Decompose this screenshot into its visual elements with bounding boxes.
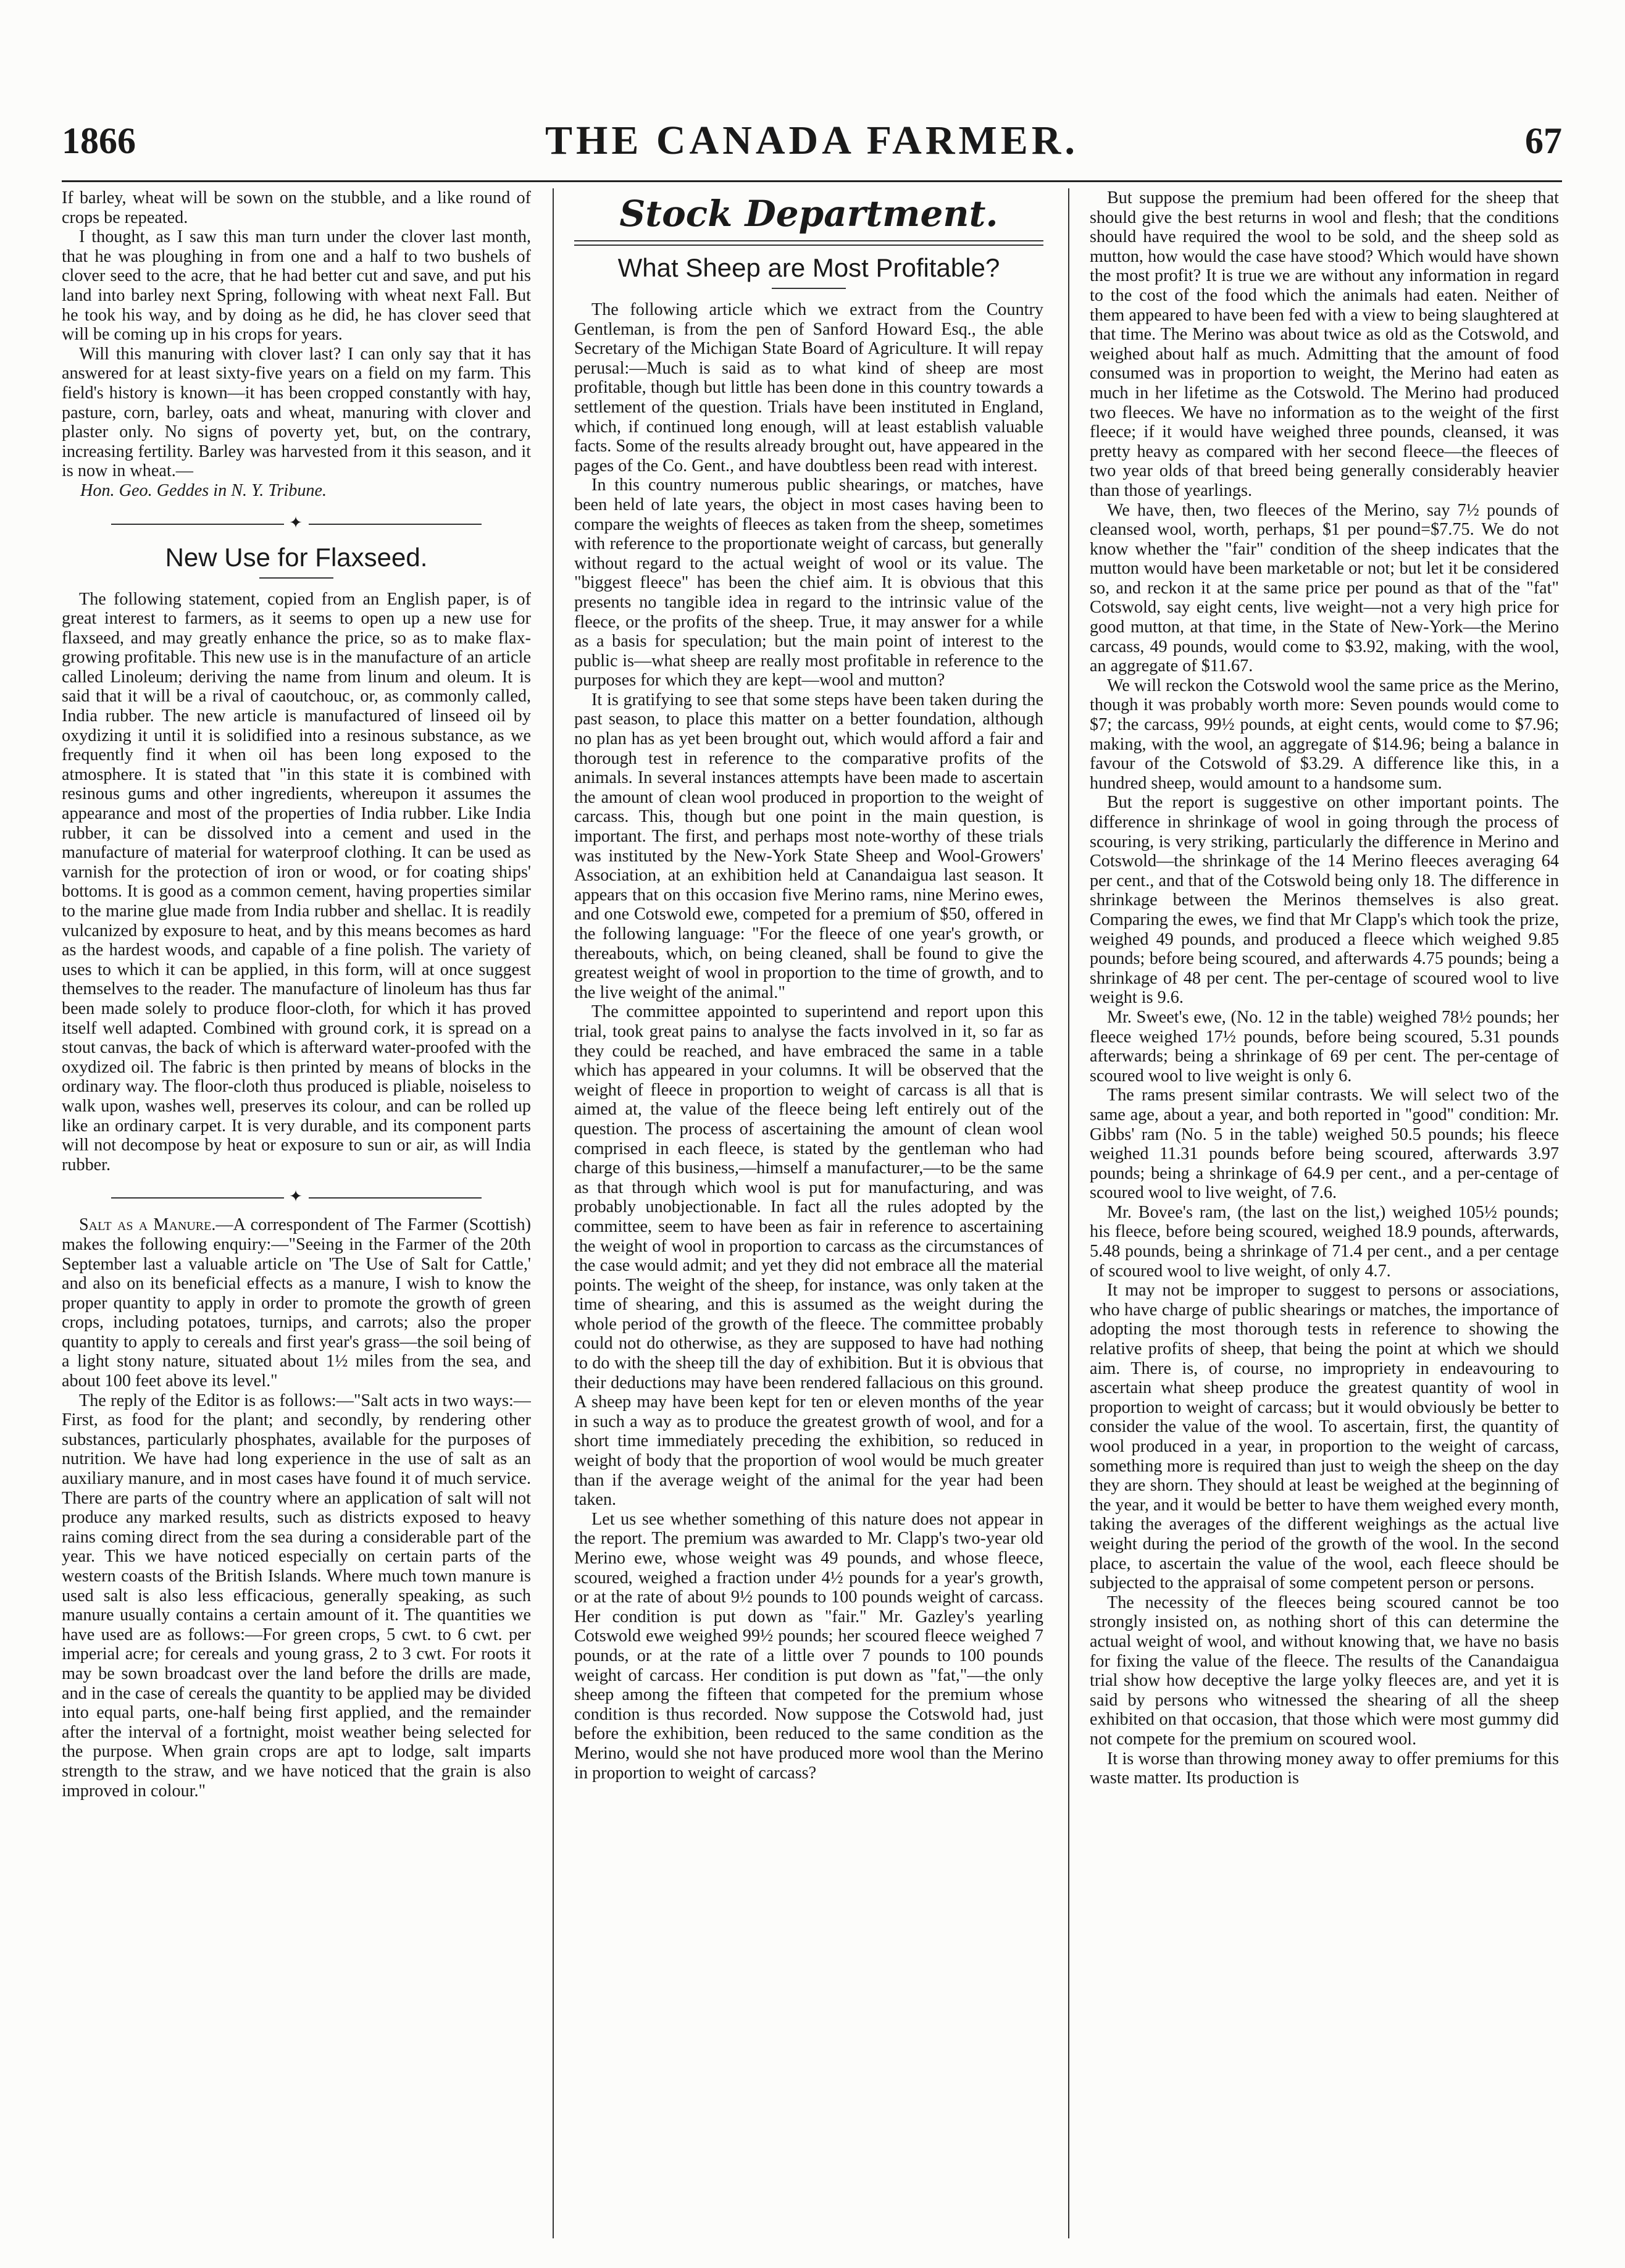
- article-paragraph: The following article which we extract from the Country Gentleman, is from the pen of Sanford Howard Esq., the able Secretary of the Michigan State Board of Agriculture. It will repay perusal:—Much is said as to what kind of sheep are most profitable, though but little has been done in this country towards a settlement of the question. Trials have been instituted in England, which, if continued long enough, will at least establish valuable facts. Some of the results already brought out, have appeared in the pages of the Co. Gent., and have doubtless been read with interest.: [574, 300, 1043, 475]
- heading-rule: [772, 288, 846, 289]
- article-paragraph: [62, 1215, 531, 1391]
- article-paragraph: But the report is suggestive on other important points. The difference in shrinkage of wool in going through the process of scouring, is very striking, particularly the difference in Merino and Cotswold—the shrinkage of the 14 Merino fleeces averaging 64 per cent., and that of the Cotswold being only 18. The difference in shrinkage between the Merinos themselves is also great. Comparing the ewes, we find that Mr Clapp's which took the prize, weighed 49 pounds, and produced a fleece which weighed 9.85 pounds; before being scoured, and afterwards 4.75 pounds; being a shrinkage of 48 per cent. The per-centage of scoured wool to live weight is 9.6.: [1090, 793, 1559, 1008]
- ornament-line: [309, 524, 482, 525]
- paragraph-text: —A correspondent of The Farmer (Scottish) makes the following enquiry:—"Seeing in the Farmer of the 20th September last a valuable article on 'The Use of Salt for Cattle,' and also on its beneficial effects as a manure, I wish to know the proper quantity to apply in order to promote the growth of green crops, including potatoes, turnips, and carrots; also the proper quantity to apply to cereals and first year's grass—the soil being of a light stony nature, situated about 1½ miles from the sea, and about 100 feet above its level.": [62, 1215, 531, 1391]
- section-heading: Stock Department.: [619, 193, 998, 235]
- section-rule: [574, 240, 1043, 246]
- article-paragraph: We will reckon the Cotswold wool the same price as the Merino, though it was probably worth more: Seven pounds would come to $7; the carcass, 99½ pounds, at eight cents, would come to $7.96; making, with the wool, an aggregate of $14.96; being a balance in favour of the Cotswold of $3.29. A difference like this, in a hundred sheep, would amount to a handsome sum.: [1090, 676, 1559, 793]
- article-paragraph: It is gratifying to see that some steps have been taken during the past season, to place this matter on a better foundation, although no plan has as yet been brought out, which would afford a fair and thorough test in reference to the comparative profits of the animals. In several instances attempts have been made to ascertain the amount of clean wool produced in proportion to the weight of carcass. This, though but one point in the main question, is important. The first, and perhaps most note-worthy of these trials was instituted by the New-York State Sheep and Wool-Growers' Association, at an exhibition held at Canandaigua last season. It appears that on this occasion five Merino rams, nine Merino ewes, and one Cotswold ewe, competed for a premium of $50, offered in the following language: "For the fleece of one year's growth, or thereabouts, which, on being cleaned, shall be found to give the greatest weight of wool in proportion to the time of growth, and to the live weight of the animal.": [574, 690, 1043, 1002]
- article-paragraph: The following statement, copied from an English paper, is of great interest to farmers, as it seems to open up a new use for flaxseed, and may greatly enhance the price, so as to make flax-growing profitable. This new use is in the manufacture of an article called Linoleum; deriving the name from linum and oleum. It is said that it will be a rival of caoutchouc, or, as commonly called, India rubber. The new article is manufactured of linseed oil by oxydizing it until it is solidified into a resinous substance, as we frequently find it when oil has been long exposed to the atmosphere. It is stated that "in this state it is combined with resinous gums and other ingredients, whereupon it assumes the appearance and most of the properties of India rubber. Like India rubber, it can be dissolved into a cement and used in the manufacture of material for waterproof clothing. It can be used as varnish for the protection of iron or wood, or for coating ships' bottoms. It is good as a common cement, having properties similar to the marine glue made from India rubber and shellac. It is readily vulcanized by exposure to heat, and by this means becomes as hard as the hardest woods, and capable of a fine polish. The variety of uses to which it can be applied, in this form, will at once suggest themselves to the reader. The manufacture of linoleum has thus far been made solely to produce floor-cloth, for which it has proved itself well adapted. Combined with ground cork, it is spread on a stout canvas, the back of which is afterward water-proofed with the oxydized oil. The fabric is then printed by means of blocks in the ordinary way. The floor-cloth thus produced is pliable, noiseless to walk upon, washes well, preserves its colour, and can be rolled up like an ordinary carpet. It is very durable, and its component parts will not decompose by heat or exposure to sun or air, as will India rubber.: [62, 589, 531, 1174]
- article-paragraph: It may not be improper to suggest to persons or associations, who have charge of public shearings or matches, the importance of adopting the most thorough tests in reference to showing the relative profits of sheep, that being the point at which we should aim. There is, of course, no impropriety in endeavouring to ascertain what sheep produce the greatest quantity of wool in proportion to weight of carcass; but it would obviously be better to consider the value of the wool. To ascertain, first, the quantity of wool produced in a year, in proportion to the weight of carcass, something more is required than just to weigh the sheep on the day they are shorn. They should at least be weighed at the beginning of the year, and it would be better to have them weighed every month, taking the averages of the different weighings as the actual live weight during the period of the growth of the wool. In the second place, to ascertain the value of the wool, each fleece should be subjected to the appraisal of some competent person or persons.: [1090, 1281, 1559, 1593]
- article-paragraph: The rams present similar contrasts. We will select two of the same age, about a year, and both reported in "good" condition: Mr. Gibbs' ram (No. 5 in the table) weighed 50.5 pounds; his fleece weighed 11.31 pounds before being scoured, afterwards 3.97 pounds; being a shrinkage of 64.9 per cent., and a per-centage of scoured wool to live weight, of 7.6.: [1090, 1086, 1559, 1203]
- ornament-line: [309, 1197, 482, 1199]
- column-divider: [1068, 188, 1069, 2238]
- run-in-heading: Salt as a Manure.: [79, 1215, 216, 1235]
- ornament-glyph: ✦: [289, 1187, 304, 1206]
- article-paragraph: I thought, as I saw this man turn under the clover last month, that he was ploughing in from one and a half to two bushels of clover seed to the acre, that he had better cut and save, and put his land into barley next Spring, following with wheat next Fall. But he took his way, and by doing as he did, he has clover seed that will be coming up in his crops for years.: [62, 227, 531, 345]
- article-paragraph: Mr. Bovee's ram, (the last on the list,) weighed 105½ pounds; his fleece, before being scoured, weighed 18.9 pounds, afterwards, 5.48 pounds, being a shrinkage of 71.4 per cent., and a per centage of scoured wool to live weight, of only 4.7.: [1090, 1202, 1559, 1281]
- ornamental-rule: [62, 511, 531, 535]
- ornamental-rule: [62, 1184, 531, 1209]
- article-paragraph: Let us see whether something of this nature does not appear in the report. The premium was awarded to Mr. Clapp's two-year old Merino ewe, whose weight was 49 pounds, and whose fleece, scoured, weighed a fraction under 4½ pounds for a year's growth, or at the rate of about 9½ pounds to 100 pounds weight of carcass. Her condition is put down as "fair." Mr. Gazley's yearling Cotswold ewe weighed 99½ pounds; her scoured fleece weighed 7 pounds, or at the rate of a little over 7 pounds to 100 pounds weight of carcass. Her condition is put down as "fat,"—the only sheep among the fifteen that competed for the premium whose condition is thus recorded. Now suppose the Cotswold had, just before the exhibition, been reduced to the same condition as the Merino, would she not have produced more wool than the Merino in proportion to weight of carcass?: [574, 1509, 1043, 1783]
- article-paragraph: The reply of the Editor is as follows:—"Salt acts in two ways:—First, as food for the plant; and secondly, by rendering other substances, particularly phosphates, available for the purposes of nutrition. We have had long experience in the use of salt as an auxiliary manure, and in most cases have found it of much service. There are parts of the country where an application of salt will not produce any marked results, such as districts exposed to heavy rains coming direct from the sea during a considerable part of the year. This we have noticed especially on certain parts of the western coasts of the British Islands. Where much town manure is used salt is also less efficacious, generally speaking, as such manure usually contains a certain amount of it. The quantities we have used are as follows:—For green crops, 5 cwt. to 6 cwt. per imperial acre; for cereals and young grass, 2 to 3 cwt. For roots it may be sown broadcast over the land before the drills are made, and in the case of cereals the quantity to be applied may be divided into equal parts, one-half being first applied, and the remainder after the interval of a fortnight, moist weather being selected for the purpose. When grain crops are apt to lodge, salt imparts strength to the straw, and we have noticed that the grain is also improved in colour.": [62, 1391, 531, 1801]
- article-paragraph: In this country numerous public shearings, or matches, have been held of late years, the object in most cases having been to compare the weights of fleeces as taken from the sheep, sometimes with reference to the proportionate weight of carcass, but generally without regard to the actual weight of wool or its value. The "biggest fleece" has been the chief aim. It is obvious that this presents no tangible idea in regard to the intrinsic value of the fleece, or the profits of the sheep. True, it may answer for a while as a basis for speculation; but the main point of interest to the public is—what sheep are really most profitable in reference to the purposes for which they are kept—wool and mutton?: [574, 475, 1043, 690]
- masthead-rule: [62, 180, 1562, 182]
- article-attribution: Hon. Geo. Geddes in N. Y. Tribune.: [80, 480, 327, 500]
- page-number: 67: [1525, 120, 1562, 161]
- masthead: [62, 111, 1562, 173]
- heading-rule: [259, 577, 333, 579]
- article-paragraph: We have, then, two fleeces of the Merino, say 7½ pounds of cleansed wool, worth, perhaps, $1 per pound=$7.75. We do not know whether the "fair" condition of the sheep indicates that the mutton would have been marketable or not; but let it be considered so, and reckon it at the same price per pound as that of the "fat" Cotswold, say eight cents, live weight—not a very high price for good mutton, at that time, in the State of New-York—the Merino carcass, 49 pounds, would come to $3.92, making, with the wool, an aggregate of $11.67.: [1090, 500, 1559, 676]
- issue-year: 1866: [62, 120, 136, 161]
- article-heading: What Sheep are Most Profitable?: [617, 253, 1000, 282]
- ornament-line: [111, 1197, 284, 1199]
- article-paragraph: It is worse than throwing money away to offer premiums for this waste matter. Its production is: [1090, 1749, 1559, 1788]
- article-paragraph: The necessity of the fleeces being scoured cannot be too strongly insisted on, as nothing short of this can determine the actual weight of wool, and without knowing that, we have no basis for fixing the value of the fleece. The results of the Canandaigua trial show how deceptive the large yolky fleeces are, and yet it is said by persons who witnessed the shearing of all the sheep exhibited on that occasion, that those which were most gummy did not compete for the premium on scoured wool.: [1090, 1592, 1559, 1749]
- column-middle: [574, 188, 1043, 2245]
- article-paragraph: If barley, wheat will be sown on the stubble, and a like round of crops be repeated.: [62, 188, 531, 227]
- article-paragraph: But suppose the premium had been offered for the sheep that should give the best returns in wool and flesh; that the conditions should have required the wool to be sold, and the sheep sold as mutton, how would the case have stood? Which would have shown the most profit? It is true we are without any information in regard to the cost of the food which the animals had eaten. Neither of them appeared to have been fed with a view to being slaughtered at that time. The Merino was about twice as old as the Cotswold, and weighed about half as much. Admitting that the amount of food consumed was in proportion to weight, the Merino had eaten as much in her lifetime as the Cotswold. The Merino had produced two fleeces. We have no information as to the weight of the first fleece; if it would have weighed three pounds, cleansed, it was pretty heavy as compared with her second fleece—the fleeces of two year olds of that breed being generally considerably heavier than those of yearlings.: [1090, 188, 1559, 500]
- article-paragraph: Mr. Sweet's ewe, (No. 12 in the table) weighed 78½ pounds; her fleece weighed 17½ pounds, before being scoured, 5.31 pounds afterwards; being a shrinkage of 69 per cent. The per-centage of scoured wool to live weight is only 6.: [1090, 1007, 1559, 1086]
- ornament-glyph: ✦: [289, 513, 304, 532]
- newspaper-title: THE CANADA FARMER.: [545, 118, 1079, 163]
- article-paragraph: Will this manuring with clover last? I can only say that it has answered for at least sixty-five years on a field on my farm. This field's history is known—it has been cropped constantly with hay, pasture, corn, barley, oats and wheat, manuring with clover and plaster only. No signs of poverty yet, but, on the contrary, increasing fertility. Barley was harvested from it this season, and it is now in wheat.—: [62, 344, 531, 481]
- column-right: [1090, 188, 1559, 2245]
- article-heading: New Use for Flaxseed.: [165, 542, 428, 572]
- ornament-line: [111, 524, 284, 525]
- column-divider: [553, 188, 554, 2238]
- column-left: [62, 188, 531, 2245]
- article-paragraph: The committee appointed to superintend and report upon this trial, took great pains to analyse the facts involved in it, so far as they could be reached, and have embraced the same in a table which has appeared in your columns. It will be observed that the weight of fleece in proportion to weight of carcass is all that is aimed at, the value of the fleece being left entirely out of the question. The process of ascertaining the amount of clean wool comprised in each fleece, is stated by the gentleman who had charge of this business,—himself a manufacturer,—to be the same as that through which wool is put for manufacturing, and was probably unobjectionable. In fact all the rules adopted by the committee, seem to have been as fair in reference to ascertaining the weight of wool in proportion to carcass as the circumstances of the case would admit; and yet they did not embrace all the material points. The weight of the sheep, for instance, was only taken at the time of shearing, and this is assumed as the weight during the whole period of the growth of the fleece. The committee probably could not do otherwise, as they are supposed to have had nothing to do with the sheep till the day of exhibition. But it is obvious that their deductions may have been rendered fallacious on this ground. A sheep may have been kept for ten or eleven months of the year in such a way as to produce the greatest growth of wool, and for a short time immediately preceding the exhibition, so reduced in weight of body that the proportion of wool would be much greater than if the average weight of the animal for the year had been taken.: [574, 1002, 1043, 1510]
